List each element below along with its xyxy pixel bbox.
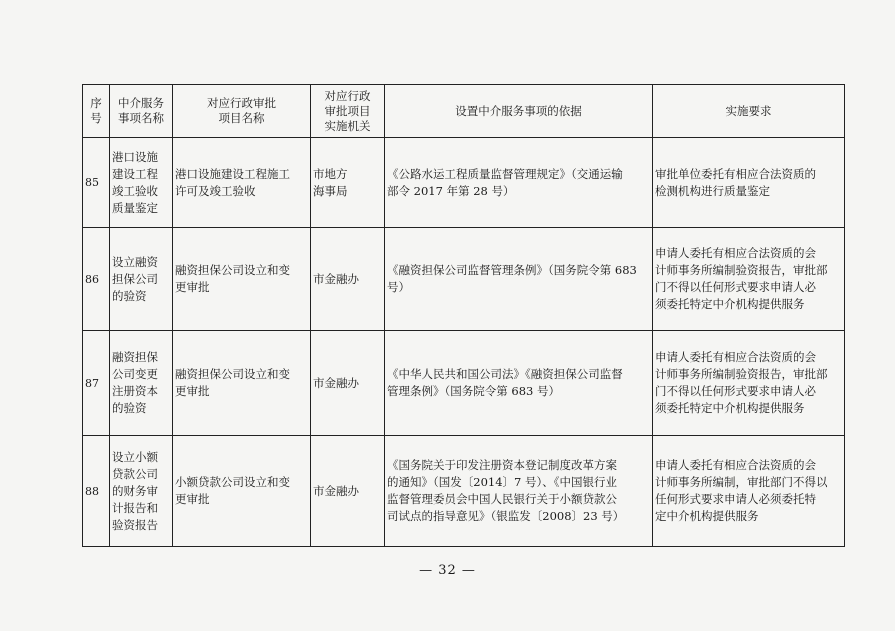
page-number: — 32 —: [419, 563, 476, 578]
row-service-name: 融资担保 公司变更 注册资本 的验资: [110, 331, 173, 436]
row-serial-no: 88: [83, 436, 110, 547]
header-basis: 设置中介服务事项的依据: [385, 85, 653, 138]
table-row: [83, 331, 845, 436]
table-header-row: [83, 85, 845, 138]
row-basis: 《中华人民共和国公司法》《融资担保公司监督 管理条例》（国务院令第 683 号）: [385, 331, 653, 436]
row-approval-item: 小额贷款公司设立和变 更审批: [173, 436, 311, 547]
row-approval-org: 市地方 海事局: [311, 138, 385, 228]
table-row: [83, 138, 845, 228]
row-approval-org: 市金融办: [311, 331, 385, 436]
table-row: [83, 228, 845, 331]
header-approval-org: 对应行政 审批项目 实施机关: [311, 85, 385, 138]
table-row: [83, 436, 845, 547]
row-approval-org: 市金融办: [311, 436, 385, 547]
row-requirement: 审批单位委托有相应合法资质的 检测机构进行质量鉴定: [653, 138, 845, 228]
row-requirement: 申请人委托有相应合法资质的会 计师事务所编制验资报告，审批部 门不得以任何形式要求申请人必 须委托特定中介机构提供服务: [653, 228, 845, 331]
header-service-name: 中介服务 事项名称: [110, 85, 173, 138]
row-service-name: 港口设施 建设工程 竣工验收 质量鉴定: [110, 138, 173, 228]
row-serial-no: 87: [83, 331, 110, 436]
row-service-name: 设立小额 贷款公司 的财务审 计报告和 验资报告: [110, 436, 173, 547]
approval-items-table: [82, 84, 845, 547]
row-approval-item: 港口设施建设工程施工 许可及竣工验收: [173, 138, 311, 228]
row-requirement: 申请人委托有相应合法资质的会 计师事务所编制验资报告，审批部 门不得以任何形式要求申请人必 须委托特定中介机构提供服务: [653, 331, 845, 436]
header-serial-no: 序号: [83, 85, 110, 138]
row-serial-no: 86: [83, 228, 110, 331]
row-approval-item: 融资担保公司设立和变 更审批: [173, 228, 311, 331]
row-approval-org: 市金融办: [311, 228, 385, 331]
row-basis: 《融资担保公司监督管理条例》（国务院令第 683 号）: [385, 228, 653, 331]
row-requirement: 申请人委托有相应合法资质的会 计师事务所编制，审批部门不得以 任何形式要求申请人必须委托特 定中介机构提供服务: [653, 436, 845, 547]
row-service-name: 设立融资 担保公司 的验资: [110, 228, 173, 331]
header-approval-item: 对应行政审批 项目名称: [173, 85, 311, 138]
header-requirement: 实施要求: [653, 85, 845, 138]
row-approval-item: 融资担保公司设立和变 更审批: [173, 331, 311, 436]
row-basis: 《国务院关于印发注册资本登记制度改革方案 的通知》（国发〔2014〕7 号）、《中国银行业 监督管理委员会中国人民银行关于小额贷款公 司试点的指导意见》（银监发〔2008〕23 号）: [385, 436, 653, 547]
row-basis: 《公路水运工程质量监督管理规定》（交通运输 部令 2017 年第 28 号）: [385, 138, 653, 228]
row-serial-no: 85: [83, 138, 110, 228]
